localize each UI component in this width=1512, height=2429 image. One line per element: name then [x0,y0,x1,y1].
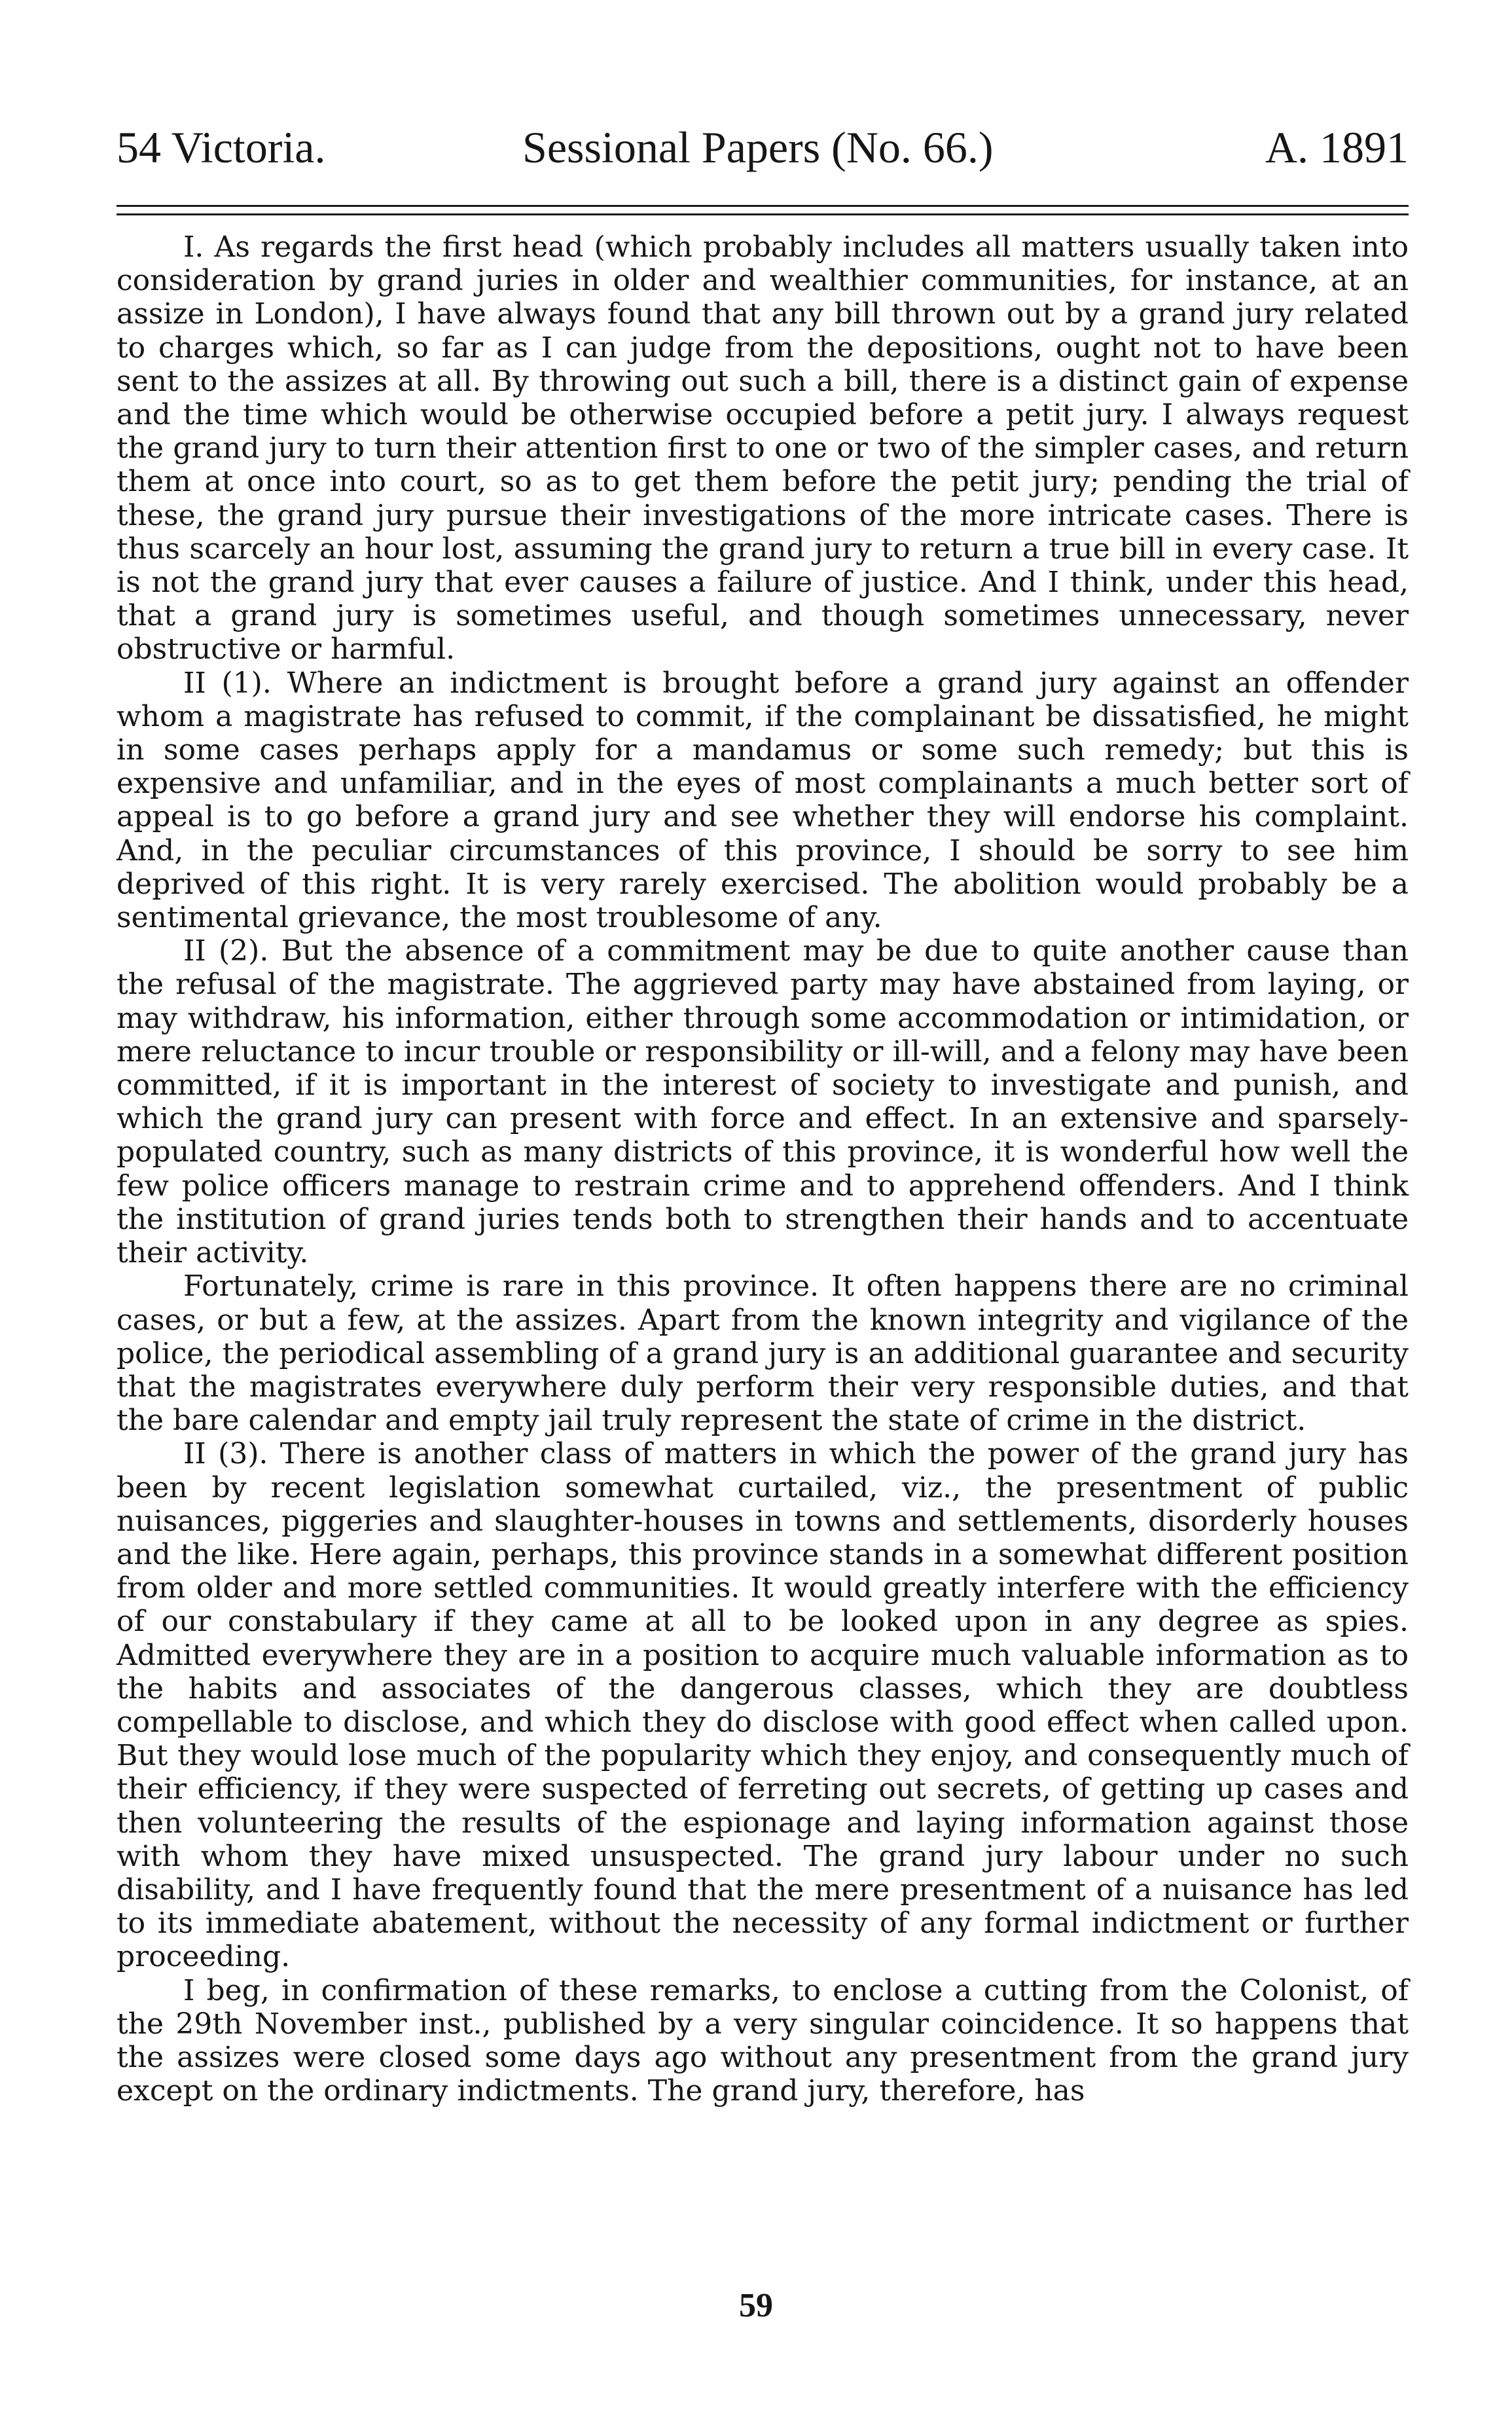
paragraph-fortunately: Fortunately, crime is rare in this province. It often happens there are no criminal cases, or but a few, at the assizes. Apart from the known integrity and vigilance of the police, the periodical assembling of a grand jury is an additional guarantee and security that the magistrates everywhere duly perform their very responsible duties, and that the bare calendar and empty jail truly represent the state of crime in the district. [117,1269,1409,1438]
header-year: A. 1891 [1265,122,1409,172]
header-volume: 54 Victoria. [117,122,326,172]
header-rule-bottom [117,213,1409,215]
paragraph-first-head: I. As regards the first head (which probably includes all matters usually taken into consideration by grand juries in older and wealthier communities, for instance, at an assize in London), I have always found that any bill thrown out by a grand jury related to charges which, so far as I can judge from the depositions, ought not to have been sent to the assizes at all. By throwing out such a bill, there is a distinct gain of expense and the time which would be otherwise occupied before a petit jury. I always request the grand jury to turn their attention first to one or two of the simpler cases, and return them at once into court, so as to get them before the petit jury; pending the trial of these, the grand jury pursue their investigations of the more intricate cases. There is thus scarcely an hour lost, assuming the grand jury to return a true bill in every case. It is not the grand jury that ever causes a failure of justice. And I think, under this head, that a grand jury is sometimes useful, and though sometimes unnecessary, never obstructive or harmful. [117,230,1409,667]
body-text [117,230,1409,2108]
running-header [117,122,1409,181]
paragraph-ii-3: II (3). There is another class of matters in which the power of the grand jury has been by recent legislation somewhat curtailed, viz., the presentment of public nuisances, piggeries and slaughter-houses in towns and settlements, disorderly houses and the like. Here again, perhaps, this province stands in a somewhat different position from older and more settled communities. It would greatly interfere with the efficiency of our constabulary if they came at all to be looked upon in any degree as spies. Admitted everywhere they are in a position to acquire much valuable information as to the habits and associates of the dangerous classes, which they are doubtless compellable to disclose, and which they do disclose with good effect when called upon. But they would lose much of the popularity which they enjoy, and consequently much of their efficiency, if they were suspected of ferreting out secrets, of getting up cases and then volunteering the results of the espionage and laying information against those with whom they have mixed unsuspected. The grand jury labour under no such disability, and I have frequently found that the mere presentment of a nuisance has led to its immediate abatement, without the necessity of any formal indictment or further proceeding. [117,1437,1409,1974]
paragraph-ii-2: II (2). But the absence of a commitment may be due to quite another cause than the refusal of the magistrate. The aggrieved party may have abstained from laying, or may withdraw, his information, either through some accommodation or intimidation, or mere reluctance to incur trouble or responsibility or ill-will, and a felony may have been committed, if it is important in the interest of society to investigate and punish, and which the grand jury can present with force and effect. In an extensive and sparsely-populated country, such as many districts of this province, it is wonderful how well the few police officers manage to restrain crime and to apprehend offenders. And I think the institution of grand juries tends both to strengthen their hands and to accentuate their activity. [117,934,1409,1270]
header-rule-top [117,205,1409,207]
paragraph-ii-1: II (1). Where an indictment is brought before a grand jury against an offender whom a magistrate has refused to commit, if the complainant be dissatisfied, he might in some cases perhaps apply for a mandamus or some such remedy; but this is expensive and unfamiliar, and in the eyes of most complainants a much better sort of appeal is to go before a grand jury and see whether they will endorse his complaint. And, in the peculiar circumstances of this province, I should be sorry to see him deprived of this right. It is very rarely exercised. The abolition would probably be a sentimental grievance, the most troublesome of any. [117,666,1409,935]
paragraph-confirmation: I beg, in confirmation of these remarks, to enclose a cutting from the Colonist, of the 29th November inst., published by a very singular coincidence. It so happens that the assizes were closed some days ago without any presentment from the grand jury except on the ordinary indictments. The grand jury, therefore, has [117,1973,1409,2108]
header-sessional-papers: Sessional Papers (No. 66.) [522,122,994,172]
page-number: 59 [739,2287,773,2324]
